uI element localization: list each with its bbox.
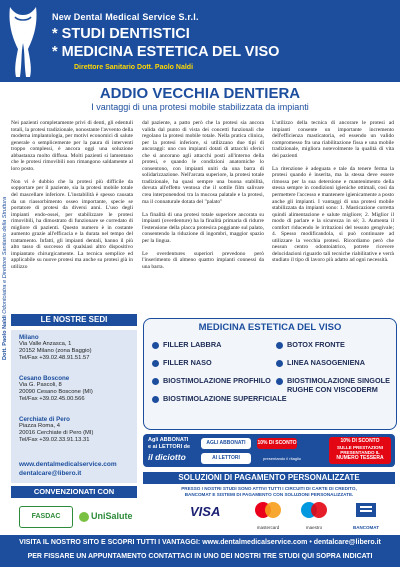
pagamento-text: PRESSO I NOSTRI STUDI SONO ATTIVI TUTTI I CIRCUITI DI CARTE DI CREDITO, BANCOMAT E SISTEMI DI PAGAMENTO CON SOLUZIONI PERSONALIZZATE. (181, 486, 357, 497)
bullet-icon (276, 342, 283, 349)
treatment-item: BIOSTIMOLAZIONE SINGOLE RUGHE CON VISCODERM (276, 377, 392, 394)
mastercard-logo: mastercard (248, 500, 288, 528)
sede-city: Cerchiate di Pero (19, 416, 70, 423)
convenzionati-heading: CONVENZIONATI CON (11, 486, 137, 498)
sede-cerchiate (19, 416, 93, 444)
company-name: New Dental Medical Service S.r.l. (52, 12, 199, 22)
paragraph: Le overdentures superiori prevedono però l'inserimento di almeno quattro impianti connessi da una barra. (142, 250, 264, 270)
treatment-item: BOTOX FRONTE (276, 341, 345, 350)
paragraph: dal paziente, a patto però che la protesi sia ancora valida dal punto di vista dei concetti funzionali che regolano la protesi mobile totale. Nella pratica clinica, per la protesi inferiore, si utilizzano due tipi di ancoraggi: uno con impianti dotati di attacchi sferici che si ancorano agli attacchi posti all'interno della protesi, e quando le condizioni anatomiche lo consentono, con impianti uniti da una barra di solidarizzazione. Nell'arcata superiore, la protesi totale tradizionale, ha quasi sempre una buona stabilità, dovuta all'effetto ventosa che il sottile film salivare crea interponendosi tra la mucosa palatale e la protesi, ma il connaturale dotata del "palato" (142, 120, 264, 205)
paragraph: Non vi è dubbio che la protesi più difficile da sopportare per il paziente, sia la protesi mobile totale del mascellare inferiore. L'instabilità è spesso causata da un riassorbimento osseo importante, specie se portatore di protesi da diversi anni. L'uso degli impianti endo-ossei, per stabilizzare le protesi rimovibili, ha dimostrato di funzionare se corredato di migliore di pazienti. Questo numero è in costante aumento grazie all'efficacia e la durata nel tempo del trattamento. Infatti, gli impianti dentali, hanno il più alto tasso di successo di qualsiasi altro dispositivo impiantato chirurgicamente. La tecnica semplice ed applicabile su nuove protesi ma anche su protesi già in utilizzo (11, 178, 133, 270)
paragraph: La finalità di una protesi totale superiore ancorata su impianti (overdenture) ha la finalità primaria di ridurre l'estensione della placca protesica poggiante sul palato, consentendo la riduzione di ingombri, maggior spazio per la lingua. (142, 211, 264, 244)
bullet-icon (152, 396, 159, 403)
paragraph: Nei pazienti completamente privi di denti, gli edentuli totali, la protesi tradizionale, nonostante l'avvento della moderna implantologia, per motivi economici di salute generale o semplicemente per la paura di interventi troppo complessi, è ancora oggi una soluzione abbastanza molto diffusa. Molti pazienti si lamentano che le protesi rimovibili non rimangono saldamente al loro posto. (11, 120, 133, 172)
email-link[interactable]: dentalcare@libero.it (19, 469, 82, 477)
treatment-item: LINEA NASOGENIENA (276, 359, 365, 368)
visa-logo: VISA (190, 504, 221, 519)
sede-address: Via G. Pascoli, 8 (19, 382, 62, 388)
sconto-box: 10% DI SCONTO SULLE PRESTAZIONI PRESENTANDO IL NUMERO TESSERA (329, 437, 391, 464)
diciotto-logo: il diciotto (148, 452, 186, 462)
article-column-3 (272, 120, 394, 270)
footer (0, 535, 400, 567)
sedi-panel (11, 330, 137, 483)
sede-cap: 20016 Cerchiate di Pero (MI) (19, 430, 94, 436)
logo-icon (6, 3, 40, 79)
bullet-icon (152, 378, 159, 385)
vertical-name: Dott. Paolo Naldi (2, 315, 8, 360)
fasdac-logo: FASDAC (19, 506, 73, 528)
article-title: ADDIO VECCHIA DENTIERA (99, 85, 301, 102)
sede-address: Via Valle Anzasca, 1 (19, 341, 72, 347)
sedi-heading: LE NOSTRE SEDI (11, 314, 137, 326)
bancomat-logo: BANCOMAT (346, 502, 386, 528)
paragraph: L'utilizzo della tecnica di ancorare le protesi ad impianti consente un importante incremento dell'efficienza masticatoria, ed essendo un valido compromesso fra una riabilitazione fissa e una mobile tradizionale, migliora notevolmente la qualità di vita dei pazienti (272, 120, 394, 159)
paragraph: La ritenzione è adeguata e tale da tenere ferma la protesi quando è inserita, ma la stessa deve essere rimossa per la sua detersione e mantenimento della stessa sempre in condizioni igieniche ottimali, così da permettere l'accesso e mantenere igienicamente a posto anche gli impianti. I vantaggi di una protesi mobile stabilizzata da impianti sono: 1. Masticazione corretta quindi alimentazione e salute migliore; 2. Miglior il modo di parlare e la sicurezza in sé; 3. Aumenta il comfort riducendo le irritazioni del tessuto gengivale; 4. Spesso modificandola, si può continuare ad utilizzare la vecchia protesi. Ricordiamo però che nessun centro odontoiatrico, potrete ricevere delucidazioni riguardo tali tecniche riabilitative e verrà studiato il tipo di lavoro più adatto ad ogni necessità. (272, 165, 394, 264)
contact-links (19, 461, 117, 478)
sede-tel: Tel/Fax +39.02.48.91.51.57 (19, 355, 90, 361)
estetica-box (143, 318, 397, 430)
estetica-title: MEDICINA ESTETICA DEL VISO (198, 322, 342, 333)
treatment-item: FILLER NASO (152, 359, 212, 368)
sede-city: Milano (19, 334, 39, 341)
sede-city: Cesano Boscone (19, 375, 70, 382)
footer-line-1: VISITA IL NOSTRO SITO E SCOPRI TUTTI I VANTAGGI: www.dentalmedicalservice.com • dentalcare@libero.it (19, 539, 381, 546)
convenzionati-logos (11, 500, 137, 530)
lettori-button[interactable]: AI LETTORI (201, 453, 251, 464)
unisalute-logo: UniSalute (79, 506, 133, 526)
sede-cap: 20152 Milano (zona Baggio) (19, 348, 92, 354)
header-line-dentistici: * STUDI DENTISTICI (52, 26, 190, 42)
sede-address: Piazza Roma, 4 (19, 423, 60, 429)
article-column-2 (142, 120, 264, 277)
pagamento-heading: SOLUZIONI DI PAGAMENTO PERSONALIZZATE (143, 472, 395, 484)
bullet-icon (276, 360, 283, 367)
director-label: Direttore Sanitario Dott. Paolo Naldi (74, 64, 194, 71)
sede-tel: Tel/Fax +39.02.33.91.13.31 (19, 437, 90, 443)
header (0, 0, 400, 82)
article-subtitle: I vantaggi di una protesi mobile stabilizzata da impianti (91, 102, 309, 112)
bullet-icon (152, 360, 159, 367)
bullet-icon (276, 378, 283, 385)
banner-text: Agli ABBONATI e ai LETTORI de (148, 437, 191, 450)
treatment-item: FILLER LABBRA (152, 341, 221, 350)
vertical-role: Odontoiatra e Direttore Sanitario della Struttura (2, 196, 8, 314)
sede-cesano (19, 375, 93, 403)
article-column-1 (11, 120, 133, 277)
promo-banner (143, 434, 395, 467)
website-link[interactable]: www.dentalmedicalservice.com (19, 461, 117, 468)
header-line-estetica: * MEDICINA ESTETICA DEL VISO (52, 44, 280, 60)
footer-line-2: PER FISSARE UN APPUNTAMENTO CONTATTACI IN UNO DEI NOSTRI TRE STUDI QUI SOPRA INDICATI (27, 553, 373, 560)
banner-note: presentando il ritaglio (263, 456, 302, 461)
sede-cap: 20090 Cesano Boscone (MI) (19, 389, 93, 395)
sede-milano (19, 334, 92, 362)
treatment-item: BIOSTIMOLAZIONE PROFHILO (152, 377, 271, 386)
bullet-icon (152, 342, 159, 349)
sede-tel: Tel/Fax +39.02.45.00.566 (19, 396, 85, 402)
maestro-logo: maestro (294, 500, 334, 528)
treatment-item: BIOSTIMOLAZIONE SUPERFICIALE (152, 395, 287, 404)
unisalute-icon (79, 512, 89, 522)
abbonati-button[interactable]: AGLI ABBONATI (201, 438, 251, 449)
sconto-badge: 10% DI SCONTO (257, 438, 297, 449)
